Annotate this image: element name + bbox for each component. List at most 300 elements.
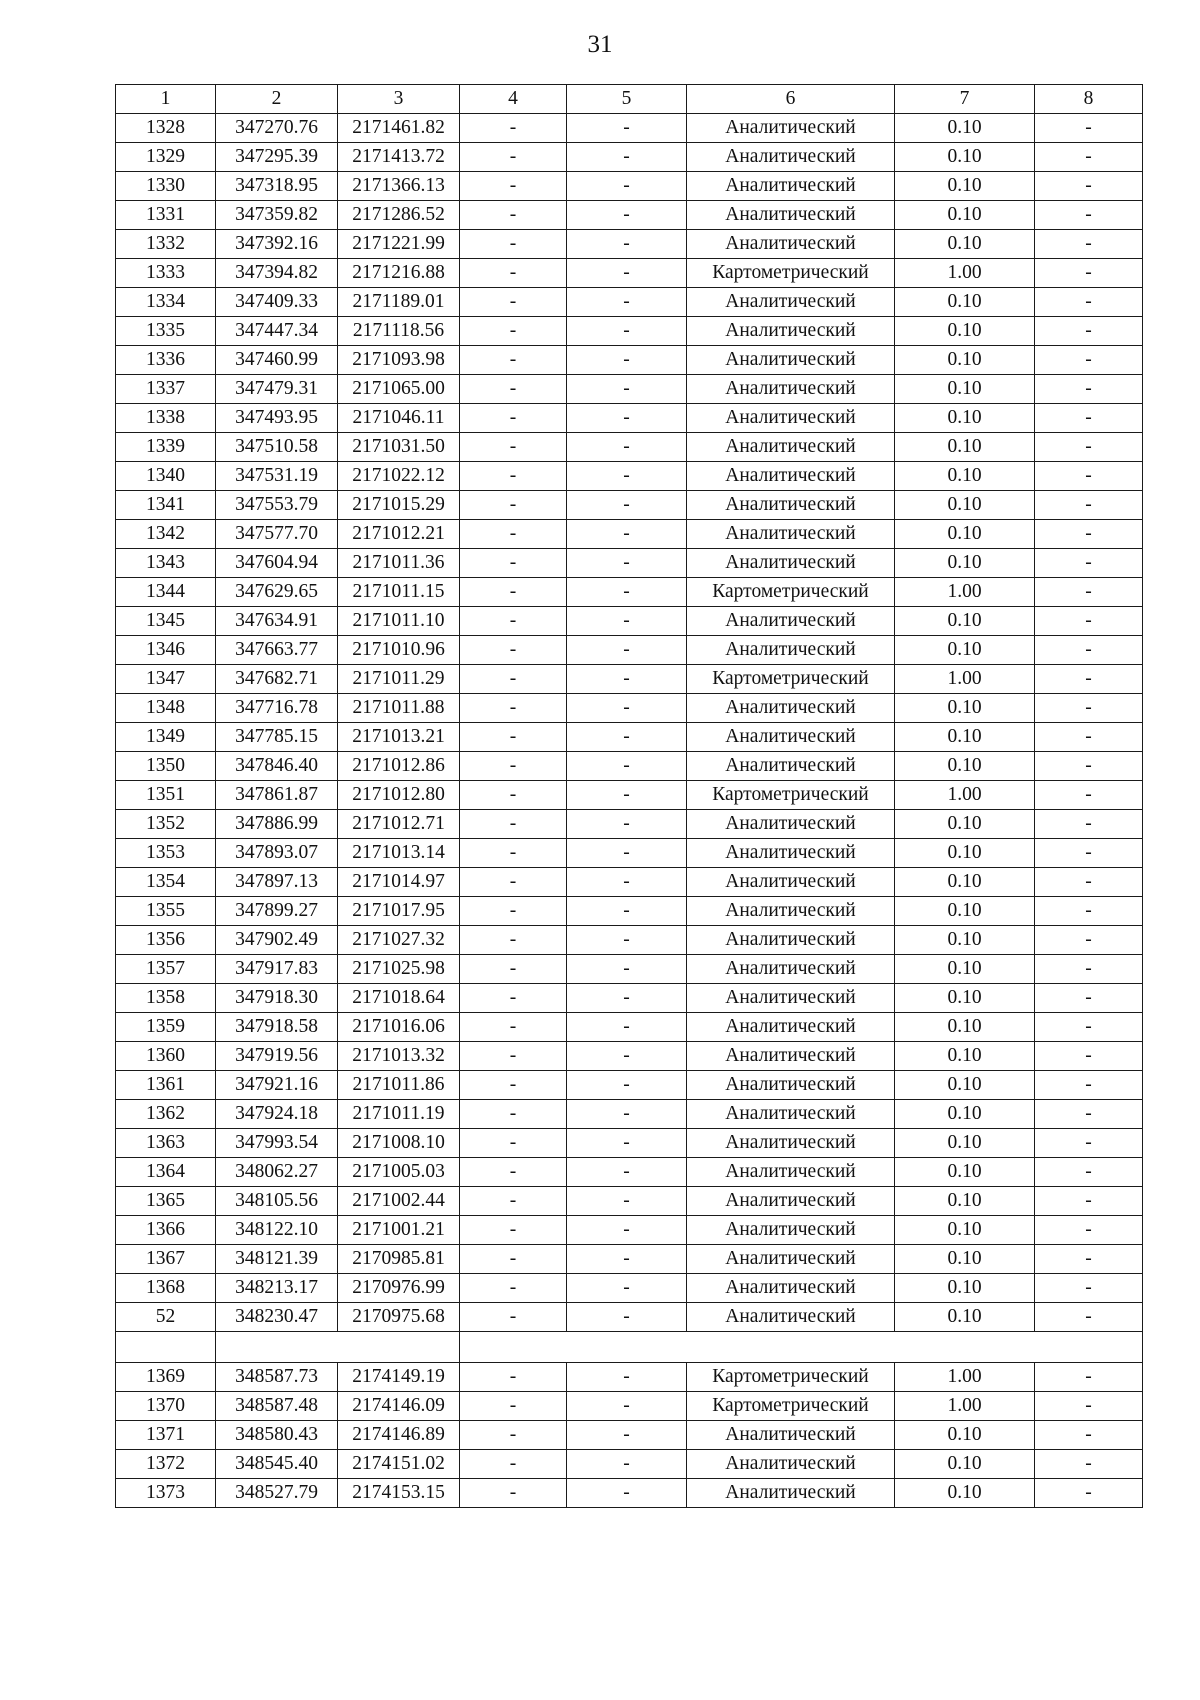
column-header-5: 5 (567, 85, 687, 114)
cell-y-coordinate: 2171093.98 (338, 346, 460, 375)
cell-x-coordinate: 348587.48 (216, 1392, 338, 1421)
cell-point-number: 1344 (116, 578, 216, 607)
cell-method: Аналитический (687, 346, 895, 375)
cell-col-4: - (460, 607, 567, 636)
cell-method: Аналитический (687, 172, 895, 201)
table-row (116, 114, 1143, 143)
cell-col-5: - (567, 404, 687, 433)
column-header-6: 6 (687, 85, 895, 114)
column-header-3: 3 (338, 85, 460, 114)
cell-x-coordinate: 347716.78 (216, 694, 338, 723)
cell-y-coordinate: 2171005.03 (338, 1158, 460, 1187)
table-row (116, 317, 1143, 346)
cell-x-coordinate: 347924.18 (216, 1100, 338, 1129)
cell-col-5: - (567, 317, 687, 346)
cell-col-5: - (567, 897, 687, 926)
cell-col-5: - (567, 1013, 687, 1042)
cell-col-4: - (460, 636, 567, 665)
table-row (116, 1042, 1143, 1071)
cell-x-coordinate: 348105.56 (216, 1187, 338, 1216)
cell-col-5: - (567, 259, 687, 288)
cell-col-8: - (1035, 1158, 1143, 1187)
cell-point-number: 1370 (116, 1392, 216, 1421)
cell-y-coordinate: 2171011.10 (338, 607, 460, 636)
cell-col-8: - (1035, 230, 1143, 259)
cell-col-5: - (567, 1303, 687, 1332)
cell-col-4: - (460, 1421, 567, 1450)
cell-x-coordinate: 347663.77 (216, 636, 338, 665)
cell-col-5: - (567, 375, 687, 404)
cell-x-coordinate: 347918.58 (216, 1013, 338, 1042)
cell-accuracy: 0.10 (895, 984, 1035, 1013)
cell-method: Аналитический (687, 1187, 895, 1216)
cell-point-number: 1347 (116, 665, 216, 694)
cell-point-number: 1336 (116, 346, 216, 375)
cell-point-number: 1360 (116, 1042, 216, 1071)
cell-col-5: - (567, 172, 687, 201)
cell-method: Аналитический (687, 404, 895, 433)
cell-method: Аналитический (687, 752, 895, 781)
cell-col-5: - (567, 114, 687, 143)
cell-x-coordinate: 347921.16 (216, 1071, 338, 1100)
table-row (116, 694, 1143, 723)
cell-col-8: - (1035, 694, 1143, 723)
table-row (116, 839, 1143, 868)
cell-y-coordinate: 2171008.10 (338, 1129, 460, 1158)
cell-accuracy: 0.10 (895, 317, 1035, 346)
cell-method: Аналитический (687, 868, 895, 897)
table-row (116, 375, 1143, 404)
table-row (116, 172, 1143, 201)
cell-method: Аналитический (687, 1216, 895, 1245)
cell-point-number: 1328 (116, 114, 216, 143)
table-header (116, 85, 1143, 114)
cell-point-number: 1372 (116, 1450, 216, 1479)
table-row (116, 781, 1143, 810)
cell-method: Аналитический (687, 636, 895, 665)
cell-x-coordinate: 348062.27 (216, 1158, 338, 1187)
cell-y-coordinate: 2171046.11 (338, 404, 460, 433)
table-row (116, 868, 1143, 897)
cell-col-8: - (1035, 1129, 1143, 1158)
cell-col-4: - (460, 375, 567, 404)
cell-col-5: - (567, 1274, 687, 1303)
cell-y-coordinate: 2174153.15 (338, 1479, 460, 1508)
cell-accuracy: 0.10 (895, 520, 1035, 549)
table-spacer-row (116, 1332, 1143, 1363)
cell-point-number: 1366 (116, 1216, 216, 1245)
cell-y-coordinate: 2170975.68 (338, 1303, 460, 1332)
cell-accuracy: 0.10 (895, 955, 1035, 984)
table-row (116, 607, 1143, 636)
cell-method: Картометрический (687, 665, 895, 694)
cell-method: Аналитический (687, 433, 895, 462)
cell-accuracy: 0.10 (895, 549, 1035, 578)
cell-col-8: - (1035, 1187, 1143, 1216)
cell-x-coordinate: 347917.83 (216, 955, 338, 984)
cell-x-coordinate: 347493.95 (216, 404, 338, 433)
table-row (116, 955, 1143, 984)
cell-accuracy: 0.10 (895, 752, 1035, 781)
cell-y-coordinate: 2171016.06 (338, 1013, 460, 1042)
cell-accuracy: 1.00 (895, 1392, 1035, 1421)
cell-col-5: - (567, 810, 687, 839)
table-row (116, 1216, 1143, 1245)
table-row (116, 230, 1143, 259)
table-row (116, 1303, 1143, 1332)
cell-col-5: - (567, 868, 687, 897)
cell-col-8: - (1035, 259, 1143, 288)
cell-col-8: - (1035, 172, 1143, 201)
cell-accuracy: 0.10 (895, 897, 1035, 926)
cell-col-8: - (1035, 984, 1143, 1013)
cell-accuracy: 0.10 (895, 1042, 1035, 1071)
cell-col-8: - (1035, 549, 1143, 578)
cell-col-5: - (567, 1363, 687, 1392)
cell-col-5: - (567, 1421, 687, 1450)
cell-x-coordinate: 347682.71 (216, 665, 338, 694)
cell-point-number: 1364 (116, 1158, 216, 1187)
cell-col-5: - (567, 1216, 687, 1245)
cell-x-coordinate: 347359.82 (216, 201, 338, 230)
cell-col-4: - (460, 259, 567, 288)
cell-col-4: - (460, 317, 567, 346)
cell-point-number: 1368 (116, 1274, 216, 1303)
cell-point-number: 1345 (116, 607, 216, 636)
cell-method: Аналитический (687, 491, 895, 520)
cell-col-8: - (1035, 1071, 1143, 1100)
cell-y-coordinate: 2171011.86 (338, 1071, 460, 1100)
cell-col-5: - (567, 346, 687, 375)
page-number: 31 (587, 31, 613, 58)
cell-col-4: - (460, 926, 567, 955)
cell-accuracy: 0.10 (895, 201, 1035, 230)
cell-accuracy: 0.10 (895, 1303, 1035, 1332)
cell-col-4: - (460, 1274, 567, 1303)
cell-y-coordinate: 2170976.99 (338, 1274, 460, 1303)
cell-x-coordinate: 347897.13 (216, 868, 338, 897)
cell-method: Аналитический (687, 694, 895, 723)
table-body (116, 114, 1143, 1508)
cell-point-number: 1348 (116, 694, 216, 723)
cell-method: Аналитический (687, 549, 895, 578)
cell-point-number: 52 (116, 1303, 216, 1332)
cell-y-coordinate: 2171189.01 (338, 288, 460, 317)
cell-col-4: - (460, 201, 567, 230)
table-row (116, 752, 1143, 781)
cell-accuracy: 0.10 (895, 230, 1035, 259)
cell-accuracy: 0.10 (895, 404, 1035, 433)
cell-accuracy: 0.10 (895, 694, 1035, 723)
table-row (116, 1421, 1143, 1450)
cell-accuracy: 0.10 (895, 172, 1035, 201)
cell-accuracy: 0.10 (895, 636, 1035, 665)
cell-col-8: - (1035, 1450, 1143, 1479)
cell-accuracy: 0.10 (895, 1479, 1035, 1508)
cell-accuracy: 0.10 (895, 1187, 1035, 1216)
cell-col-4: - (460, 1158, 567, 1187)
table-row (116, 346, 1143, 375)
cell-col-8: - (1035, 723, 1143, 752)
cell-col-5: - (567, 694, 687, 723)
cell-point-number: 1329 (116, 143, 216, 172)
cell-x-coordinate: 348230.47 (216, 1303, 338, 1332)
cell-method: Аналитический (687, 1013, 895, 1042)
cell-accuracy: 1.00 (895, 578, 1035, 607)
table-row (116, 143, 1143, 172)
cell-point-number: 1365 (116, 1187, 216, 1216)
table-row (116, 1363, 1143, 1392)
cell-point-number: 1335 (116, 317, 216, 346)
cell-x-coordinate: 348122.10 (216, 1216, 338, 1245)
cell-col-4: - (460, 752, 567, 781)
cell-y-coordinate: 2171118.56 (338, 317, 460, 346)
cell-col-5: - (567, 520, 687, 549)
cell-accuracy: 1.00 (895, 1363, 1035, 1392)
cell-accuracy: 1.00 (895, 665, 1035, 694)
coordinates-table (115, 84, 1143, 1508)
cell-col-8: - (1035, 1479, 1143, 1508)
cell-col-8: - (1035, 781, 1143, 810)
cell-col-5: - (567, 723, 687, 752)
cell-col-4: - (460, 665, 567, 694)
cell-col-4: - (460, 955, 567, 984)
cell-accuracy: 0.10 (895, 810, 1035, 839)
cell-col-4: - (460, 433, 567, 462)
cell-point-number: 1342 (116, 520, 216, 549)
cell-accuracy: 1.00 (895, 259, 1035, 288)
table-row (116, 288, 1143, 317)
cell-point-number: 1332 (116, 230, 216, 259)
cell-method: Аналитический (687, 984, 895, 1013)
cell-col-5: - (567, 288, 687, 317)
cell-point-number: 1369 (116, 1363, 216, 1392)
cell-x-coordinate: 347394.82 (216, 259, 338, 288)
cell-x-coordinate: 347919.56 (216, 1042, 338, 1071)
cell-method: Аналитический (687, 839, 895, 868)
cell-y-coordinate: 2171065.00 (338, 375, 460, 404)
cell-accuracy: 0.10 (895, 346, 1035, 375)
cell-method: Аналитический (687, 230, 895, 259)
cell-col-8: - (1035, 433, 1143, 462)
cell-point-number: 1331 (116, 201, 216, 230)
cell-y-coordinate: 2171017.95 (338, 897, 460, 926)
cell-col-5: - (567, 1392, 687, 1421)
cell-col-4: - (460, 1100, 567, 1129)
cell-col-4: - (460, 549, 567, 578)
cell-point-number: 1340 (116, 462, 216, 491)
cell-col-5: - (567, 433, 687, 462)
cell-y-coordinate: 2171012.21 (338, 520, 460, 549)
cell-col-4: - (460, 897, 567, 926)
cell-col-8: - (1035, 578, 1143, 607)
cell-col-4: - (460, 404, 567, 433)
cell-x-coordinate: 347531.19 (216, 462, 338, 491)
cell-method: Аналитический (687, 1421, 895, 1450)
cell-col-8: - (1035, 1274, 1143, 1303)
cell-accuracy: 0.10 (895, 1245, 1035, 1274)
cell-method: Картометрический (687, 781, 895, 810)
cell-x-coordinate: 347886.99 (216, 810, 338, 839)
cell-method: Аналитический (687, 143, 895, 172)
table-row (116, 578, 1143, 607)
cell-col-8: - (1035, 897, 1143, 926)
cell-col-5: - (567, 926, 687, 955)
cell-y-coordinate: 2174146.89 (338, 1421, 460, 1450)
cell-col-4: - (460, 114, 567, 143)
cell-x-coordinate: 347318.95 (216, 172, 338, 201)
cell-y-coordinate: 2171013.21 (338, 723, 460, 752)
cell-col-5: - (567, 1245, 687, 1274)
cell-col-8: - (1035, 462, 1143, 491)
cell-col-8: - (1035, 317, 1143, 346)
cell-x-coordinate: 347629.65 (216, 578, 338, 607)
cell-x-coordinate: 347902.49 (216, 926, 338, 955)
table-row (116, 520, 1143, 549)
cell-method: Аналитический (687, 1158, 895, 1187)
cell-point-number: 1351 (116, 781, 216, 810)
cell-x-coordinate: 347553.79 (216, 491, 338, 520)
cell-method: Аналитический (687, 1071, 895, 1100)
cell-col-5: - (567, 1042, 687, 1071)
cell-col-5: - (567, 578, 687, 607)
cell-accuracy: 0.10 (895, 926, 1035, 955)
cell-point-number: 1359 (116, 1013, 216, 1042)
cell-col-5: - (567, 230, 687, 259)
cell-x-coordinate: 347295.39 (216, 143, 338, 172)
cell-method: Аналитический (687, 1303, 895, 1332)
cell-x-coordinate: 347899.27 (216, 897, 338, 926)
cell-col-4: - (460, 1363, 567, 1392)
cell-y-coordinate: 2174146.09 (338, 1392, 460, 1421)
cell-accuracy: 0.10 (895, 1013, 1035, 1042)
cell-y-coordinate: 2171013.14 (338, 839, 460, 868)
cell-x-coordinate: 347409.33 (216, 288, 338, 317)
cell-accuracy: 0.10 (895, 868, 1035, 897)
cell-col-4: - (460, 984, 567, 1013)
cell-y-coordinate: 2171027.32 (338, 926, 460, 955)
cell-y-coordinate: 2171013.32 (338, 1042, 460, 1071)
table-row (116, 433, 1143, 462)
cell-y-coordinate: 2171025.98 (338, 955, 460, 984)
cell-method: Аналитический (687, 1100, 895, 1129)
cell-y-coordinate: 2171011.36 (338, 549, 460, 578)
cell-point-number: 1339 (116, 433, 216, 462)
cell-y-coordinate: 2171022.12 (338, 462, 460, 491)
cell-x-coordinate: 347479.31 (216, 375, 338, 404)
table-row (116, 723, 1143, 752)
cell-x-coordinate: 347918.30 (216, 984, 338, 1013)
cell-accuracy: 0.10 (895, 1450, 1035, 1479)
cell-accuracy: 0.10 (895, 723, 1035, 752)
table-row (116, 549, 1143, 578)
cell-col-5: - (567, 1450, 687, 1479)
cell-y-coordinate: 2171002.44 (338, 1187, 460, 1216)
table-row (116, 1129, 1143, 1158)
cell-y-coordinate: 2171018.64 (338, 984, 460, 1013)
cell-accuracy: 0.10 (895, 1216, 1035, 1245)
spacer-cell (116, 1332, 216, 1363)
cell-y-coordinate: 2171286.52 (338, 201, 460, 230)
cell-point-number: 1371 (116, 1421, 216, 1450)
cell-col-5: - (567, 549, 687, 578)
cell-col-5: - (567, 1479, 687, 1508)
cell-col-4: - (460, 694, 567, 723)
cell-accuracy: 0.10 (895, 491, 1035, 520)
cell-col-5: - (567, 1071, 687, 1100)
cell-col-4: - (460, 1479, 567, 1508)
cell-col-8: - (1035, 1013, 1143, 1042)
cell-y-coordinate: 2171012.80 (338, 781, 460, 810)
cell-col-5: - (567, 752, 687, 781)
cell-x-coordinate: 347846.40 (216, 752, 338, 781)
cell-col-5: - (567, 462, 687, 491)
cell-y-coordinate: 2171012.71 (338, 810, 460, 839)
cell-accuracy: 1.00 (895, 781, 1035, 810)
cell-point-number: 1330 (116, 172, 216, 201)
table-row (116, 1245, 1143, 1274)
cell-col-4: - (460, 1216, 567, 1245)
cell-point-number: 1354 (116, 868, 216, 897)
cell-y-coordinate: 2174149.19 (338, 1363, 460, 1392)
cell-x-coordinate: 347993.54 (216, 1129, 338, 1158)
cell-col-8: - (1035, 1100, 1143, 1129)
cell-col-4: - (460, 1392, 567, 1421)
cell-method: Аналитический (687, 288, 895, 317)
cell-col-4: - (460, 1129, 567, 1158)
cell-col-4: - (460, 1071, 567, 1100)
cell-point-number: 1334 (116, 288, 216, 317)
column-header-2: 2 (216, 85, 338, 114)
cell-col-5: - (567, 1158, 687, 1187)
cell-col-4: - (460, 578, 567, 607)
cell-x-coordinate: 347392.16 (216, 230, 338, 259)
table-row (116, 1071, 1143, 1100)
cell-col-4: - (460, 723, 567, 752)
cell-col-8: - (1035, 839, 1143, 868)
cell-method: Аналитический (687, 317, 895, 346)
cell-x-coordinate: 347270.76 (216, 114, 338, 143)
cell-point-number: 1361 (116, 1071, 216, 1100)
cell-method: Аналитический (687, 520, 895, 549)
column-header-4: 4 (460, 85, 567, 114)
cell-col-8: - (1035, 810, 1143, 839)
cell-col-5: - (567, 201, 687, 230)
cell-col-8: - (1035, 752, 1143, 781)
cell-accuracy: 0.10 (895, 114, 1035, 143)
cell-col-5: - (567, 984, 687, 1013)
cell-col-5: - (567, 839, 687, 868)
cell-point-number: 1343 (116, 549, 216, 578)
cell-col-5: - (567, 1129, 687, 1158)
cell-accuracy: 0.10 (895, 1071, 1035, 1100)
cell-y-coordinate: 2171010.96 (338, 636, 460, 665)
spacer-cell (460, 1332, 1143, 1363)
table-row (116, 462, 1143, 491)
cell-point-number: 1367 (116, 1245, 216, 1274)
cell-method: Аналитический (687, 201, 895, 230)
cell-x-coordinate: 348121.39 (216, 1245, 338, 1274)
table-row (116, 1274, 1143, 1303)
cell-y-coordinate: 2171216.88 (338, 259, 460, 288)
cell-col-5: - (567, 636, 687, 665)
cell-col-8: - (1035, 375, 1143, 404)
cell-point-number: 1353 (116, 839, 216, 868)
cell-y-coordinate: 2171221.99 (338, 230, 460, 259)
cell-x-coordinate: 347634.91 (216, 607, 338, 636)
cell-accuracy: 0.10 (895, 143, 1035, 172)
cell-method: Аналитический (687, 114, 895, 143)
